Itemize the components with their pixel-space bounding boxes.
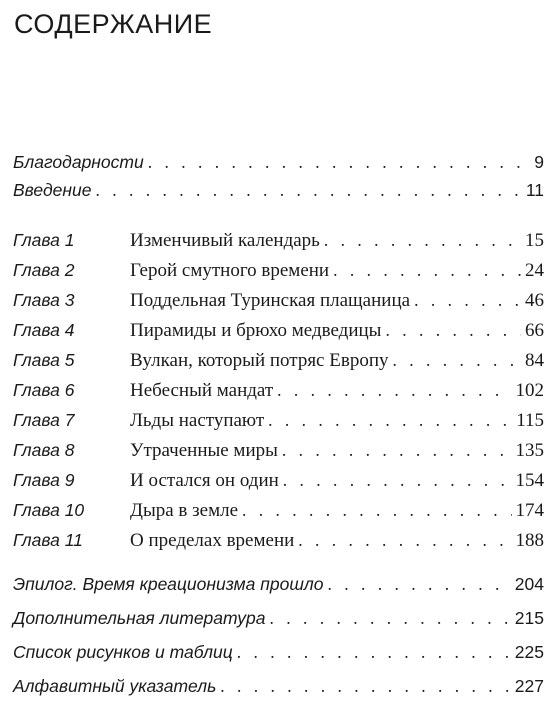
chapter-title: О пределах времени — [130, 530, 295, 551]
toc-entry-acknowledgements[interactable] — [13, 148, 544, 176]
dot-leader — [282, 436, 512, 464]
chapter-page: 15 — [525, 230, 544, 251]
toc-entry-further-reading[interactable] — [13, 604, 544, 632]
dot-leader — [268, 406, 512, 434]
chapter-title: И остался он один — [130, 470, 279, 491]
chapter-page: 24 — [525, 260, 544, 281]
dot-leader — [327, 570, 510, 598]
entry-page: 225 — [514, 642, 544, 662]
toc-entry-chapter-11[interactable] — [13, 526, 544, 554]
entry-label: Эпилог. Время креационизма прошло — [13, 574, 324, 594]
toc-entry-chapter-9[interactable] — [13, 466, 544, 494]
chapter-label: Глава 1 — [13, 230, 75, 250]
toc-entry-index[interactable] — [13, 672, 544, 700]
entry-label: Благодарности — [13, 152, 144, 172]
toc-entry-chapter-3[interactable] — [13, 286, 544, 314]
entry-page: 11 — [525, 180, 544, 200]
toc-entry-epilogue[interactable] — [13, 570, 544, 598]
chapter-label: Глава 4 — [13, 320, 75, 340]
chapter-page: 66 — [525, 320, 544, 341]
dot-leader — [95, 176, 521, 204]
chapter-label: Глава 3 — [13, 290, 75, 310]
chapter-title: Пирамиды и брюхо медведицы — [130, 320, 382, 341]
chapter-page: 174 — [515, 500, 544, 521]
entry-label: Введение — [13, 180, 92, 200]
chapter-label: Глава 8 — [13, 440, 75, 460]
dot-leader — [414, 286, 521, 314]
toc-entry-introduction[interactable] — [13, 176, 544, 204]
chapter-page: 154 — [515, 470, 544, 491]
chapter-label: Глава 11 — [13, 530, 83, 550]
chapter-page: 46 — [525, 290, 544, 311]
toc-entry-figures-list[interactable] — [13, 638, 544, 666]
chapter-page: 135 — [515, 440, 544, 461]
chapter-label: Глава 2 — [13, 260, 75, 280]
entry-label: Список рисунков и таблиц — [13, 642, 233, 662]
chapter-label: Глава 10 — [13, 500, 85, 520]
toc-entry-chapter-4[interactable] — [13, 316, 544, 344]
chapter-title: Утраченные миры — [130, 440, 278, 461]
dot-leader — [333, 256, 521, 284]
dot-leader — [324, 226, 521, 254]
entry-label: Дополнительная литература — [13, 608, 266, 628]
entry-page: 204 — [514, 574, 544, 594]
chapter-page: 188 — [515, 530, 544, 551]
chapter-label: Глава 6 — [13, 380, 75, 400]
dot-leader — [148, 148, 531, 176]
entry-page: 215 — [514, 608, 544, 628]
entry-label: Алфавитный указатель — [13, 676, 217, 696]
chapter-page: 115 — [516, 410, 544, 431]
dot-leader — [220, 672, 511, 700]
dot-leader — [277, 376, 511, 404]
dot-leader — [242, 496, 511, 524]
toc-entry-chapter-2[interactable] — [13, 256, 544, 284]
entry-page: 227 — [514, 676, 544, 696]
toc-entry-chapter-1[interactable] — [13, 226, 544, 254]
page-title: СОДЕРЖАНИЕ — [14, 9, 213, 39]
dot-leader — [298, 526, 511, 554]
chapter-title: Вулкан, который потряс Европу — [130, 350, 389, 371]
toc-entry-chapter-10[interactable] — [13, 496, 544, 524]
dot-leader — [393, 346, 522, 374]
chapter-title: Поддельная Туринская плащаница — [130, 290, 411, 311]
chapter-page: 84 — [525, 350, 544, 371]
chapter-label: Глава 5 — [13, 350, 75, 370]
chapter-page: 102 — [515, 380, 544, 401]
entry-page: 9 — [534, 152, 544, 172]
chapter-title: Льды наступают — [130, 410, 265, 431]
toc-entry-chapter-6[interactable] — [13, 376, 544, 404]
chapter-title: Дыра в земле — [130, 500, 239, 521]
chapter-label: Глава 7 — [13, 410, 75, 430]
dot-leader — [283, 466, 512, 494]
dot-leader — [385, 316, 521, 344]
dot-leader — [237, 638, 511, 666]
dot-leader — [269, 604, 510, 632]
chapter-title: Небесный мандат — [130, 380, 274, 401]
chapter-title: Герой смутного времени — [130, 260, 330, 281]
chapter-label: Глава 9 — [13, 470, 75, 490]
toc-entry-chapter-5[interactable] — [13, 346, 544, 374]
toc-entry-chapter-7[interactable] — [13, 406, 544, 434]
toc-entry-chapter-8[interactable] — [13, 436, 544, 464]
chapter-title: Изменчивый календарь — [130, 230, 320, 251]
